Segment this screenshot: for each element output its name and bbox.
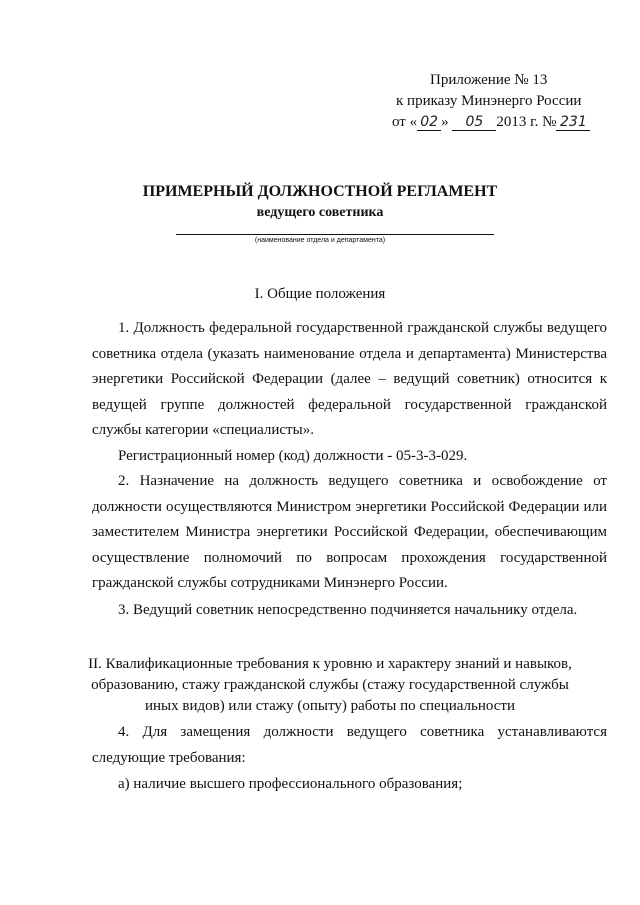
date-close-quote: » [441, 114, 449, 130]
appendix-block [392, 70, 612, 133]
registration-number: Регистрационный номер (код) должности - 05-3-3-029. [118, 448, 468, 464]
appendix-number: Приложение № 13 [430, 72, 548, 88]
handwritten-order-number: 231 [556, 114, 590, 131]
section-2-heading: II. Квалификационные требования к уровню и характеру знаний и навыков, образованию, стажу гражданской службы (стажу государственной службы иных видов) или стажу (опыту) работы по специальности [88, 656, 572, 714]
handwritten-day: 02 [417, 114, 441, 131]
department-fill-line [176, 234, 494, 235]
handwritten-month: 05 [452, 114, 496, 131]
section-1-heading: I. Общие положения [254, 286, 386, 302]
department-caption: (наименование отдела и департамента) [254, 237, 386, 244]
document-subtitle: ведущего советника [256, 205, 384, 220]
date-prefix: от [392, 114, 406, 130]
paragraph-4: 4. Для замещения должности ведущего советника устанавливаются следующие требования: [92, 724, 607, 766]
document-title: ПРИМЕРНЫЙ ДОЛЖНОСТНОЙ РЕГЛАМЕНТ [142, 183, 498, 200]
paragraph-3: 3. Ведущий советник непосредственно подчиняется начальнику отдела. [118, 602, 578, 618]
appendix-order-ref: к приказу Минэнерго России [396, 93, 582, 109]
paragraph-1: 1. Должность федеральной государственной гражданской службы ведущего советника отдела (указать наименование отдела и департамента) Министерства энергетики Российской Федерации (далее – ведущий советник) относится к ведущей группе должностей федеральной государственной гражданской службы категории «специалисты». [92, 320, 607, 438]
paragraph-4a: а) наличие высшего профессионального образования; [118, 776, 463, 792]
date-year: 2013 г. № [496, 114, 557, 130]
paragraph-2: 2. Назначение на должность ведущего советника и освобождение от должности осуществляются Министром энергетики Российской Федерации или заместителем Министра энергетики Российской Федерации, обеспечивающим осуществление полномочий по вопросам прохождения государственной гражданской службы сотрудниками Минэнерго России. [92, 473, 607, 591]
appendix-date-line [392, 112, 612, 133]
date-open-quote: « [409, 114, 418, 130]
